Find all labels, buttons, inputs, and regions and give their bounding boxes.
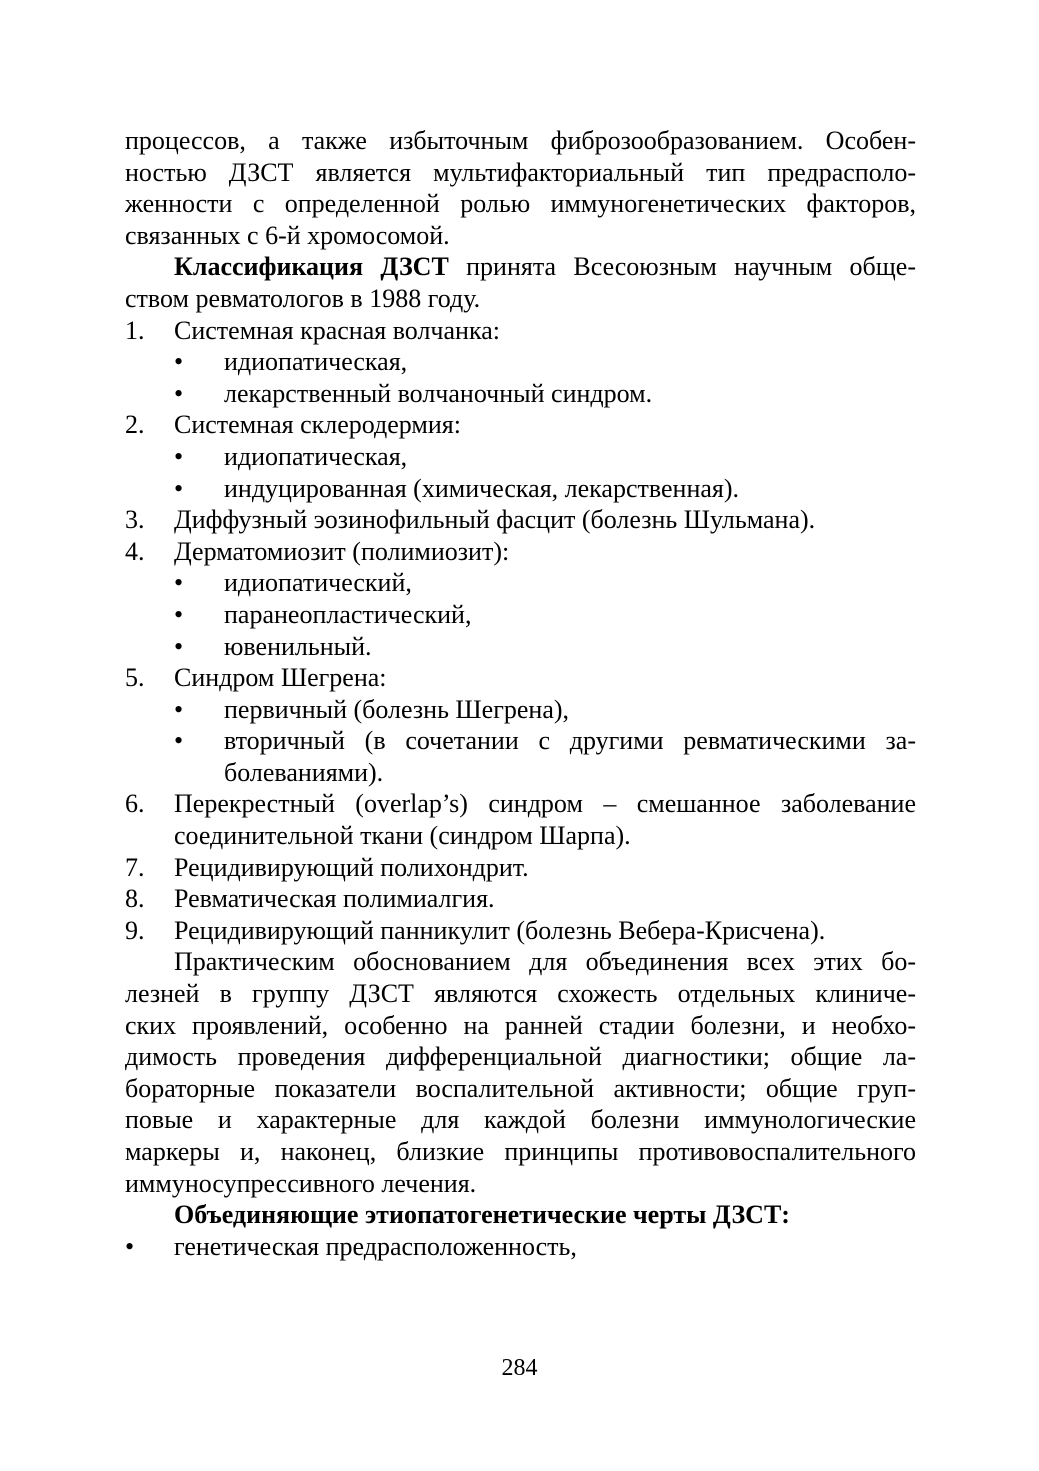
text-line: бораторные показатели воспалительной активности; общие груп- <box>125 1073 916 1103</box>
sub-list-item-text: лекарственный волчаночный синдром. <box>224 378 653 408</box>
sub-list-item-text: первичный (болезнь Шегрена), <box>224 694 570 724</box>
page-body <box>125 125 916 1262</box>
sub-list-item <box>125 567 916 599</box>
bullet-icon: • <box>174 378 184 408</box>
bullet-icon: • <box>174 599 184 629</box>
list-item-text: Рецидивирующий панникулит (болезнь Вебера-Крисчена). <box>174 915 826 945</box>
text-line: димость проведения дифференциальной диагностики; общие ла- <box>125 1042 916 1072</box>
text-line: лезней в группу ДЗСТ являются схожесть отдельных клиниче- <box>125 979 916 1009</box>
list-number: 1. <box>125 315 145 345</box>
bullet-icon: • <box>174 441 184 471</box>
list-item-text: Перекрестный (overlap’s) синдром – смешанное заболевание <box>174 789 916 819</box>
list-item <box>125 1231 916 1263</box>
sub-list-item-text: идиопатический, <box>224 568 412 598</box>
sub-list-item-text: идиопатическая, <box>224 347 408 377</box>
text-line: женности с определенной ролью иммуногенетических факторов, <box>125 189 916 219</box>
text-line: иммуносупрессивного лечения. <box>125 1168 477 1198</box>
bullet-icon: • <box>125 1231 135 1261</box>
list-number: 2. <box>125 410 145 440</box>
sub-list-item-text: идиопатическая, <box>224 441 408 471</box>
sub-list-item-text: болеваниями). <box>224 757 384 787</box>
list-item-text: Системная красная волчанка: <box>174 315 500 345</box>
list-item <box>125 504 916 536</box>
list-number: 5. <box>125 663 145 693</box>
sub-list-item <box>125 694 916 726</box>
text-line: повые и характерные для каждой болезни иммунологические <box>125 1105 916 1135</box>
list-item-text: Диффузный эозинофильный фасцит (болезнь Шульмана). <box>174 505 816 535</box>
list-number: 6. <box>125 789 145 819</box>
list-item <box>125 883 916 915</box>
text-line: ностью ДЗСТ является мультифакториальный тип предрасполо- <box>125 157 916 187</box>
classification-heading: Классификация ДЗСТ <box>174 252 449 282</box>
list-item <box>125 852 916 884</box>
list-number: 4. <box>125 536 145 566</box>
bullet-icon: • <box>174 694 184 724</box>
sub-list-item-text: ювенильный. <box>224 631 372 661</box>
page-number: 284 <box>501 1355 538 1381</box>
bullet-icon: • <box>174 473 184 503</box>
features-heading: Объединяющие этиопатогенетические черты ДЗСТ: <box>174 1200 790 1230</box>
practical-paragraph <box>125 946 916 1199</box>
classification-text: принята Всесоюзным научным обще- <box>448 252 916 282</box>
classification-paragraph <box>125 251 916 314</box>
classification-list <box>125 315 916 947</box>
sub-list-item <box>125 599 916 631</box>
list-number: 3. <box>125 505 145 535</box>
bullet-icon: • <box>174 347 184 377</box>
text-line: связанных с 6-й хромосомой. <box>125 220 450 250</box>
text-line: маркеры и, наконец, близкие принципы противовоспалительного <box>125 1137 916 1166</box>
sub-list-item <box>125 473 916 505</box>
list-number: 9. <box>125 915 145 945</box>
list-item <box>125 662 916 694</box>
bullet-icon: • <box>174 568 184 598</box>
list-item <box>125 788 916 851</box>
list-item <box>125 536 916 568</box>
list-item <box>125 409 916 441</box>
text-line: ством ревматологов в 1988 году. <box>125 283 481 313</box>
bullet-icon: • <box>174 726 184 756</box>
text-line: процессов, а также избыточным фиброзообразованием. Особен- <box>125 126 916 155</box>
list-item <box>125 315 916 347</box>
list-item-text: Системная склеродермия: <box>174 410 461 440</box>
text-line: ских проявлений, особенно на ранней стадии болезни, и необхо- <box>125 1010 916 1040</box>
list-item-text: Синдром Шегрена: <box>174 663 387 693</box>
list-item-text: Дерматомиозит (полимиозит): <box>174 536 510 566</box>
sub-list-item-text: индуцированная (химическая, лекарственная). <box>224 473 740 503</box>
intro-paragraph <box>125 125 916 251</box>
bullet-icon: • <box>174 631 184 661</box>
list-item <box>125 915 916 947</box>
sub-list-item-text: вторичный (в сочетании с другими ревматическими за- <box>224 726 916 756</box>
sub-list-item <box>125 346 916 378</box>
text-line: Практическим обоснованием для объединения всех этих бо- <box>174 947 916 977</box>
list-number: 7. <box>125 852 145 882</box>
list-item-text: Ревматическая полимиалгия. <box>174 884 495 914</box>
sub-list-item <box>125 378 916 410</box>
sub-list-item <box>125 441 916 473</box>
list-item-text: Рецидивирующий полихондрит. <box>174 852 529 882</box>
list-number: 8. <box>125 884 145 914</box>
sub-list-item <box>125 725 916 788</box>
sub-list-item-text: паранеопластический, <box>224 599 472 629</box>
list-item-text: генетическая предрасположенность, <box>174 1231 577 1261</box>
list-item-text: соединительной ткани (синдром Шарпа). <box>174 821 631 851</box>
text-line <box>125 251 916 283</box>
sub-list-item <box>125 631 916 663</box>
